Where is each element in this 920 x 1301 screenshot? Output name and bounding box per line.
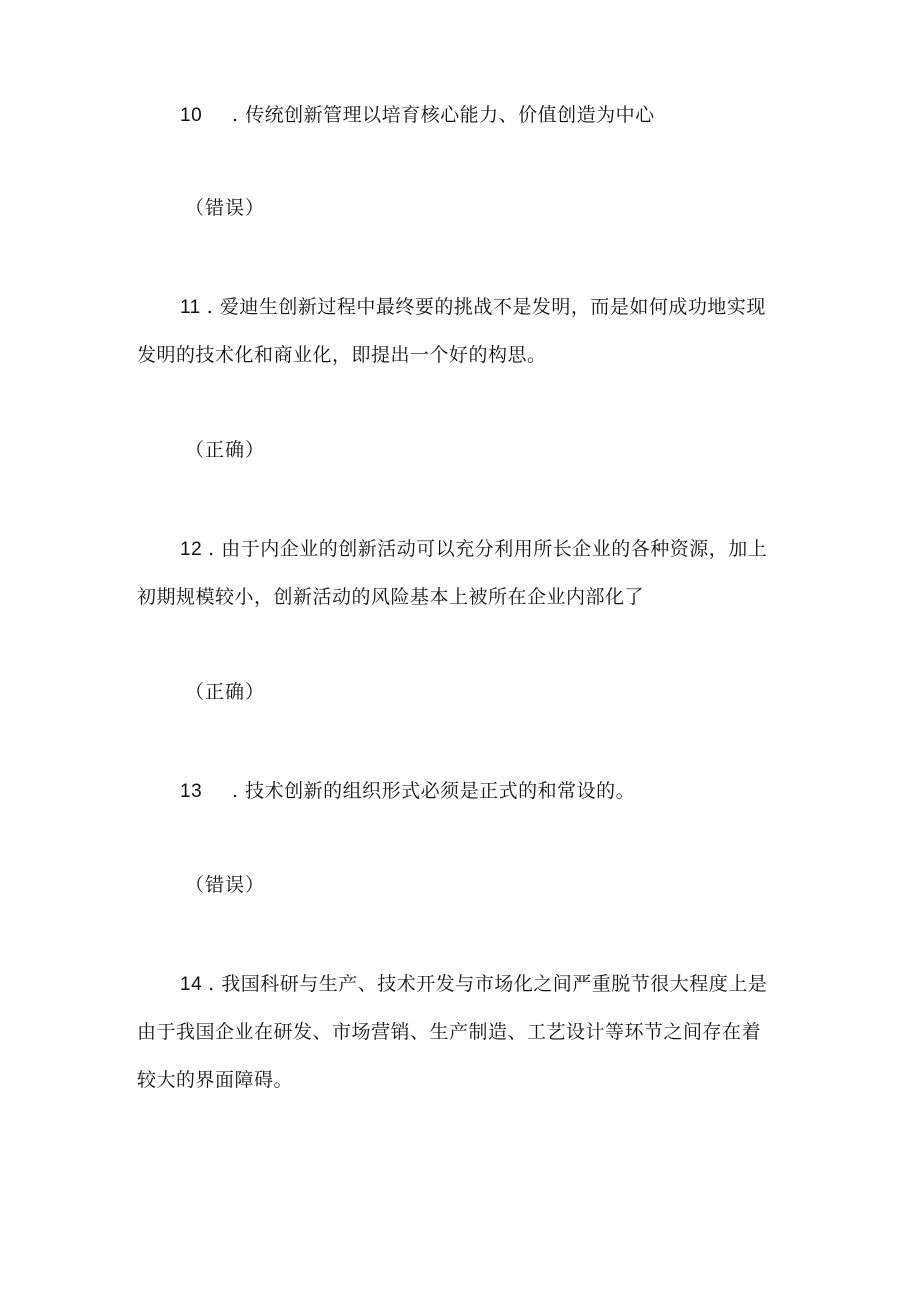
- question-text: . 技术创新的组织形式必须是正式的和常设的。: [232, 780, 636, 802]
- question-12-answer: （正确）: [185, 681, 266, 703]
- question-12-line-1: [137, 534, 767, 565]
- question-number: 12: [180, 539, 203, 560]
- question-number: 13: [180, 781, 203, 802]
- question-10-line-1: [137, 100, 655, 131]
- question-number: 14: [180, 974, 203, 995]
- question-number: 10: [180, 105, 203, 126]
- question-14-line-3: 较大的界面障碍。: [137, 1069, 294, 1091]
- question-13-answer: （错误）: [185, 874, 266, 896]
- question-14-line-1: [137, 969, 767, 1000]
- question-text: . 爱迪生创新过程中最终要的挑战不是发明，而是如何成功地实现: [206, 296, 766, 318]
- question-text: . 我国科研与生产、技术开发与市场化之间严重脱节很大程度上是: [208, 973, 768, 995]
- question-text: . 由于内企业的创新活动可以充分利用所长企业的各种资源，加上: [208, 538, 768, 560]
- question-11-line-2: 发明的技术化和商业化，即提出一个好的构思。: [137, 344, 547, 366]
- question-11-answer: （正确）: [185, 439, 266, 461]
- question-14-line-2: 由于我国企业在研发、市场营销、生产制造、工艺设计等环节之间存在着: [137, 1021, 762, 1043]
- question-number: 11: [180, 297, 201, 318]
- question-13-line-1: [137, 776, 635, 807]
- question-11-line-1: [137, 292, 766, 323]
- question-12-line-2: 初期规模较小，创新活动的风险基本上被所在企业内部化了: [137, 586, 645, 608]
- question-10-answer: （错误）: [185, 197, 266, 219]
- question-text: . 传统创新管理以培育核心能力、价值创造为中心: [232, 104, 655, 126]
